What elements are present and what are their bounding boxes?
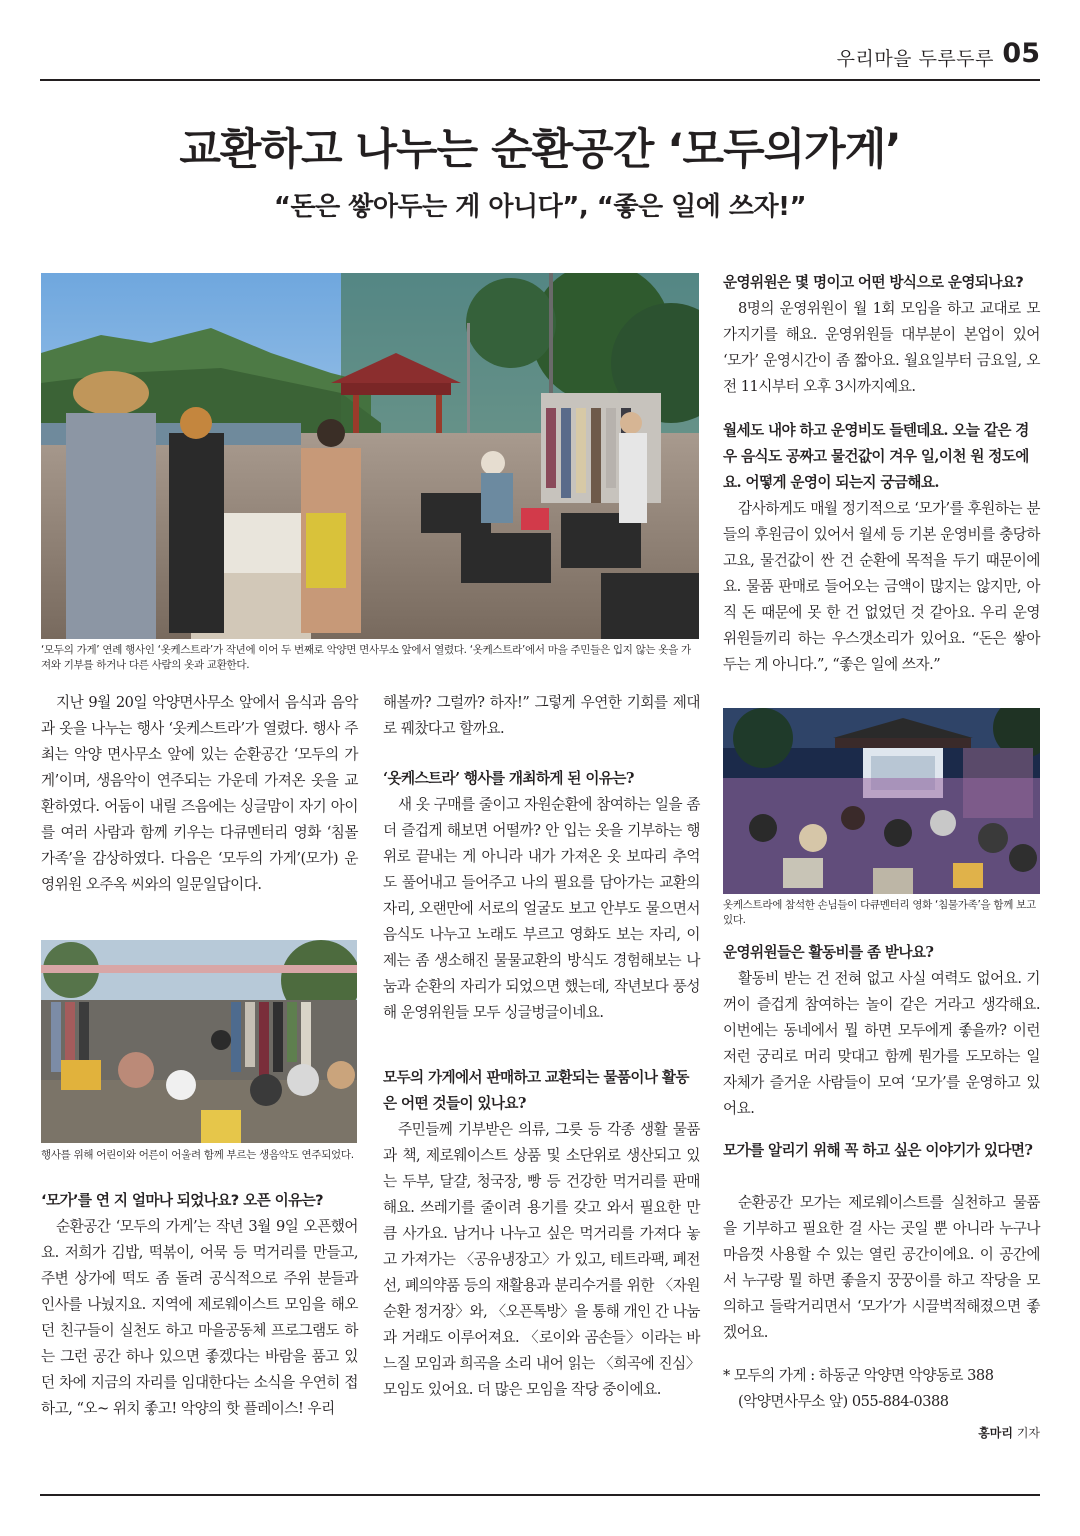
reporter-name: 홍마리 [978,1426,1013,1440]
question-3: 모두의 가게에서 판매하고 교환되는 물품이나 활동은 어떤 것들이 있나요? [383,1069,689,1112]
answer-7 [723,1190,1040,1346]
answer-5-paragraph: 감사하게도 매월 정기적으로 ‘모가’를 후원하는 분들의 후원금이 있어서 월세 등 기본 운영비를 충당하고요, 물건값이 싼 건 순환에 목적을 두기 때문이에요. 물품 판매로 들어오는 금액이 많지는 않지만, 아직 돈 때문에 못 한 건 없었던 것 같아요. 우리 운영위원들끼리 하는 우스갯소리가 있어요. “돈은 쌓아두는 게 아니다.”, “좋은 일에 쓰자.” [723,500,1040,673]
answer-1 [41,1214,358,1422]
shop-info [723,1363,1040,1415]
question-2: ‘옷케스트라’ 행사를 개최하게 된 이유는? [383,770,634,787]
section-title: 우리마을 두루두루 [836,48,994,70]
question-5: 월세도 내야 하고 운영비도 들텐데요. 오늘 같은 경우 음식도 공짜고 물건값이 겨우 일,이천 원 정도에요. 어떻게 운영이 되는지 궁금해요. [723,422,1029,491]
page-number: 05 [1002,38,1040,69]
answer-2 [383,792,700,1026]
answer-1-continued [383,690,700,742]
question-7: 모가를 알리기 위해 꼭 하고 싶은 이야기가 있다면? [723,1142,1033,1159]
footer-rule [40,1494,1040,1496]
main-photo-caption: ‘모두의 가게’ 연례 행사인 ‘옷케스트라’가 작년에 이어 두 번째로 악양면 면사무소 앞에서 열렸다. ‘옷케스트라’에서 마을 주민들은 입지 않는 옷을 가져와 기부를 하거나 다른 사람의 옷과 교환한다. [41,644,691,671]
answer-3-paragraph: 주민들께 기부받은 의류, 그릇 등 각종 생활 물품과 책, 제로웨이스트 상품 및 소단위로 생산되고 있는 두부, 달걀, 청국장, 빵 등 건강한 먹거리를 판매해요. 쓰레기를 줄이려 용기를 갖고 와서 필요한 만큼 사가요. 남거나 나누고 싶은 먹거리를 가져다 놓고 가져가는 〈공유냉장고〉가 있고, 테트라팩, 폐전선, 폐의약품 등의 재활용과 분리수거를 위한 〈자원순환 정거장〉와, 〈오픈톡방〉을 통해 개인 간 나눔과 거래도 이루어져요. 〈로이와 곰손들〉이라는 바느질 모임과 희곡을 소리 내어 읽는 〈희곡에 진심〉 모임도 있어요. 더 많은 모임을 작당 중이에요. [383,1121,700,1398]
intro-paragraph: 지난 9월 20일 악양면사무소 앞에서 음식과 음악과 옷을 나누는 행사 ‘옷케스트라’가 열렸다. 행사 주최는 악양 면사무소 앞에 있는 순환공간 ‘모두의 가게’이며, 생음악이 연주되는 가운데 가져온 옷을 교환하였다. 어둠이 내릴 즈음에는 싱글맘이 자기 아이를 여러 사람과 함께 키우는 다큐멘터리 영화 ‘침몰 가족’을 감상하였다. 다음은 ‘모두의 가게’(모가) 운영위원 오주옥 씨와의 일문일답이다. [41,694,358,893]
question-1: ‘모가’를 연 지 얼마나 되었나요? 오픈 이유는? [41,1192,323,1209]
answer-4-paragraph: 8명의 운영위원이 월 1회 모임을 하고 교대로 모가지기를 해요. 운영위원들 대부분이 본업이 있어 ‘모가’ 운영시간이 좀 짧아요. 월요일부터 금요일, 오전 11시부터 오후 3시까지예요. [723,300,1040,395]
question-6: 운영위원들은 활동비를 좀 받나요? [723,944,934,961]
answer-6-paragraph: 활동비 받는 건 전혀 없고 사실 여력도 없어요. 기꺼이 즐겁게 참여하는 놀이 같은 거라고 생각해요. 이번에는 동네에서 뭘 하면 모두에게 좋을까? 이런저런 궁리로 머리 맞대고 함께 뭔가를 도모하는 일 자체가 즐거운 사람들이 모여 ‘모가’를 운영하고 있어요. [723,970,1040,1117]
main-photo [41,273,699,639]
shop-address: * 모두의 가게 : 하동군 악양면 악양동로 388 [723,1367,994,1384]
reporter-title: 기자 [1016,1426,1040,1440]
answer-2-paragraph: 새 옷 구매를 줄이고 자원순환에 참여하는 일을 좀 더 즐겁게 해보면 어떨까? 안 입는 옷을 기부하는 행위로 끝내는 게 아니라 내가 가져온 옷 보따리 추억도 풀어내고 들어주고 나의 필요를 담아가는 교환의 자리, 오랜만에 서로의 얼굴도 보고 안부도 물으면서 음식도 나누고 노래도 부르고 영화도 보는 자리, 이제는 좀 생소해진 물물교환의 방식도 경험해보는 나눔과 순환의 자리가 되었으면 했는데, 작년보다 풍성해 운영위원들 모두 싱글벙글이네요. [383,796,700,1021]
shop-phone: (악양면사무소 앞) 055-884-0388 [738,1393,949,1410]
answer-5 [723,496,1040,678]
answer-6 [723,966,1040,1122]
question-4: 운영위원은 몇 명이고 어떤 방식으로 운영되나요? [723,274,1024,291]
concert-photo [41,940,357,1143]
answer-4 [723,296,1040,400]
headline: 교환하고 나누는 순환공간 ‘모두의가게’ [179,125,901,175]
header-rule [40,79,1040,81]
movie-photo-caption: 옷케스트라에 참석한 손님들이 다큐멘터리 영화 ‘침물가족’을 함께 보고 있다. [723,899,1036,926]
subheadline: “돈은 쌓아두는 게 아니다”, “좋은 일에 쓰자!” [273,192,807,222]
answer-3 [383,1117,700,1403]
reporter-byline [978,1424,1040,1441]
concert-photo-caption: 행사를 위해 어린이와 어른이 어울려 함께 부르는 생음악도 연주되었다. [41,1149,354,1161]
movie-photo [723,708,1040,894]
answer-1-paragraph: 순환공간 ‘모두의 가게’는 작년 3월 9일 오픈했어요. 저희가 김밥, 떡볶이, 어묵 등 먹거리를 만들고, 주변 상가에 떡도 좀 돌려 공식적으로 주위 분들과 인사를 나눴지요. 지역에 제로웨이스트 모임을 해오던 친구들이 실천도 하고 마을공동체 프로그램도 하는 그런 공간 하나 있으면 좋겠다는 바람을 품고 있던 차에 지금의 자리를 임대한다는 소식을 우연히 접하고, “오~ 위치 좋고! 악양의 핫 플레이스! 우리 [41,1218,358,1417]
answer-7-paragraph: 순환공간 모가는 제로웨이스트를 실천하고 물품을 기부하고 필요한 걸 사는 곳일 뿐 아니라 누구나 마음껏 사용할 수 있는 열린 공간이에요. 이 공간에서 누구랑 뭘 하면 좋을지 꿍꿍이를 하고 작당을 모의하고 들락거리면서 ‘모가’가 시끌벅적해졌으면 좋겠어요. [723,1194,1040,1341]
intro-text [41,690,358,898]
answer-1-cont-paragraph: 해볼까? 그럴까? 하자!” 그렇게 우연한 기회를 제대로 꿰찼다고 할까요. [383,694,700,737]
